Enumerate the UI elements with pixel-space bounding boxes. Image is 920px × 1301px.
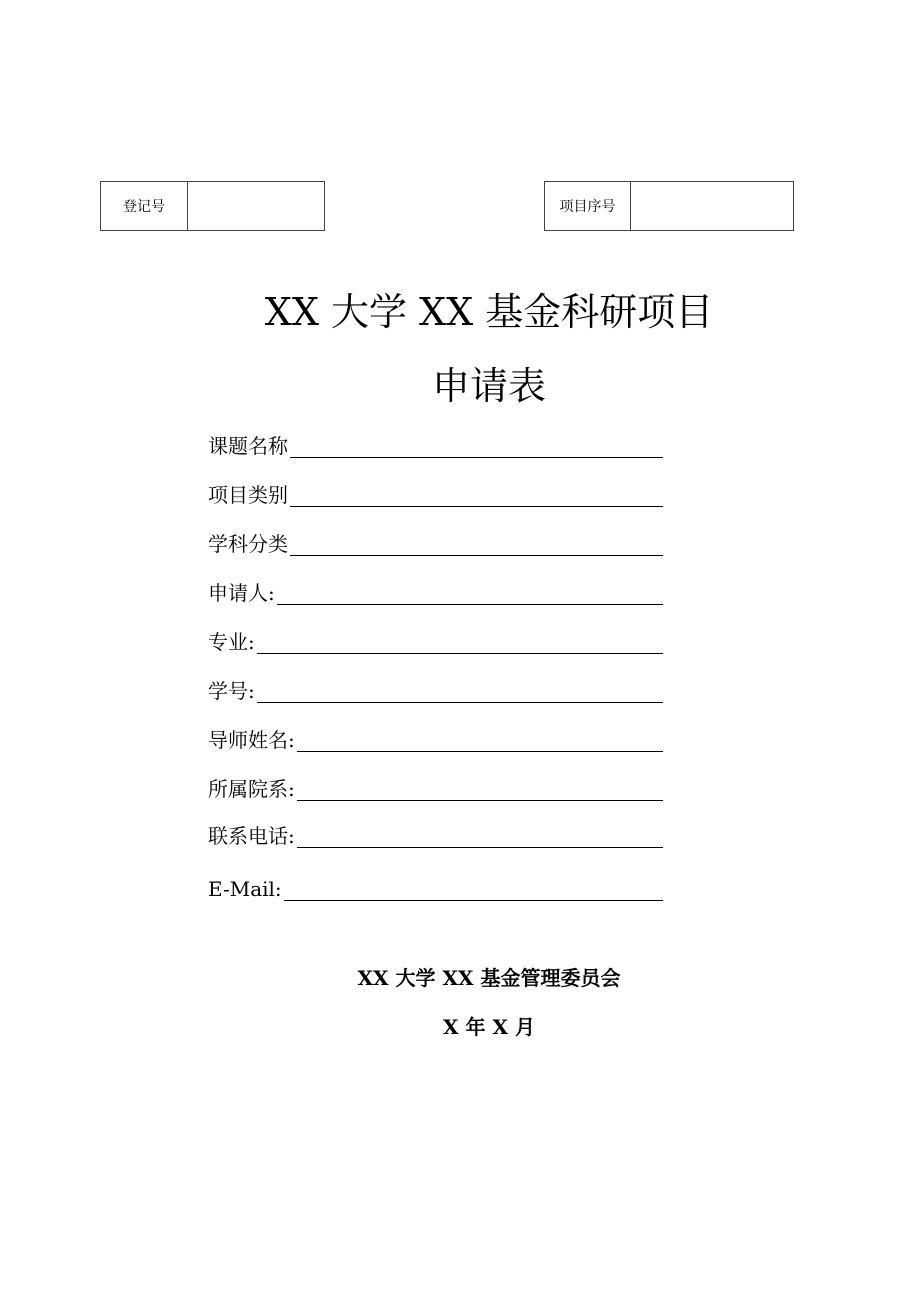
- field-student-id: [208, 673, 663, 705]
- field-input-line[interactable]: [290, 505, 663, 507]
- field-label: 专业:: [208, 630, 255, 654]
- registration-number-box: [100, 181, 325, 231]
- project-number-field[interactable]: [631, 182, 793, 230]
- field-label: 学号:: [208, 679, 255, 703]
- field-input-line[interactable]: [290, 554, 663, 556]
- field-input-line[interactable]: [297, 750, 663, 752]
- field-topic-name: [208, 428, 663, 460]
- field-input-line[interactable]: [297, 799, 663, 801]
- field-label: 联系电话:: [208, 824, 295, 848]
- field-major: [208, 624, 663, 656]
- field-label: 所属院系:: [208, 777, 295, 801]
- field-supervisor-name: [208, 722, 663, 754]
- field-input-line[interactable]: [290, 456, 663, 458]
- issuing-organization: XX 大学 XX 基金管理委员会: [357, 966, 621, 990]
- project-number-label: 项目序号: [545, 182, 631, 230]
- field-department: [208, 771, 663, 803]
- issue-date: X 年 X 月: [443, 1015, 535, 1039]
- field-subject-category: [208, 526, 663, 558]
- field-label: 课题名称: [208, 434, 288, 458]
- field-label: 申请人:: [208, 581, 275, 605]
- form-subtitle: 申请表: [431, 364, 546, 408]
- field-email: [208, 871, 663, 903]
- field-phone: [208, 818, 663, 850]
- project-number-box: [544, 181, 794, 231]
- field-label: 项目类别: [208, 483, 288, 507]
- field-label: 学科分类: [208, 532, 288, 556]
- form-title: XX 大学 XX 基金科研项目: [264, 290, 714, 334]
- field-input-line[interactable]: [277, 603, 663, 605]
- field-input-line[interactable]: [284, 899, 663, 901]
- registration-number-label: 登记号: [101, 182, 188, 230]
- field-input-line[interactable]: [257, 652, 663, 654]
- field-input-line[interactable]: [257, 701, 663, 703]
- field-label: E-Mail:: [208, 877, 282, 901]
- field-label: 导师姓名:: [208, 728, 295, 752]
- field-applicant: [208, 575, 663, 607]
- field-input-line[interactable]: [297, 846, 663, 848]
- registration-number-field[interactable]: [188, 182, 324, 230]
- field-project-category: [208, 477, 663, 509]
